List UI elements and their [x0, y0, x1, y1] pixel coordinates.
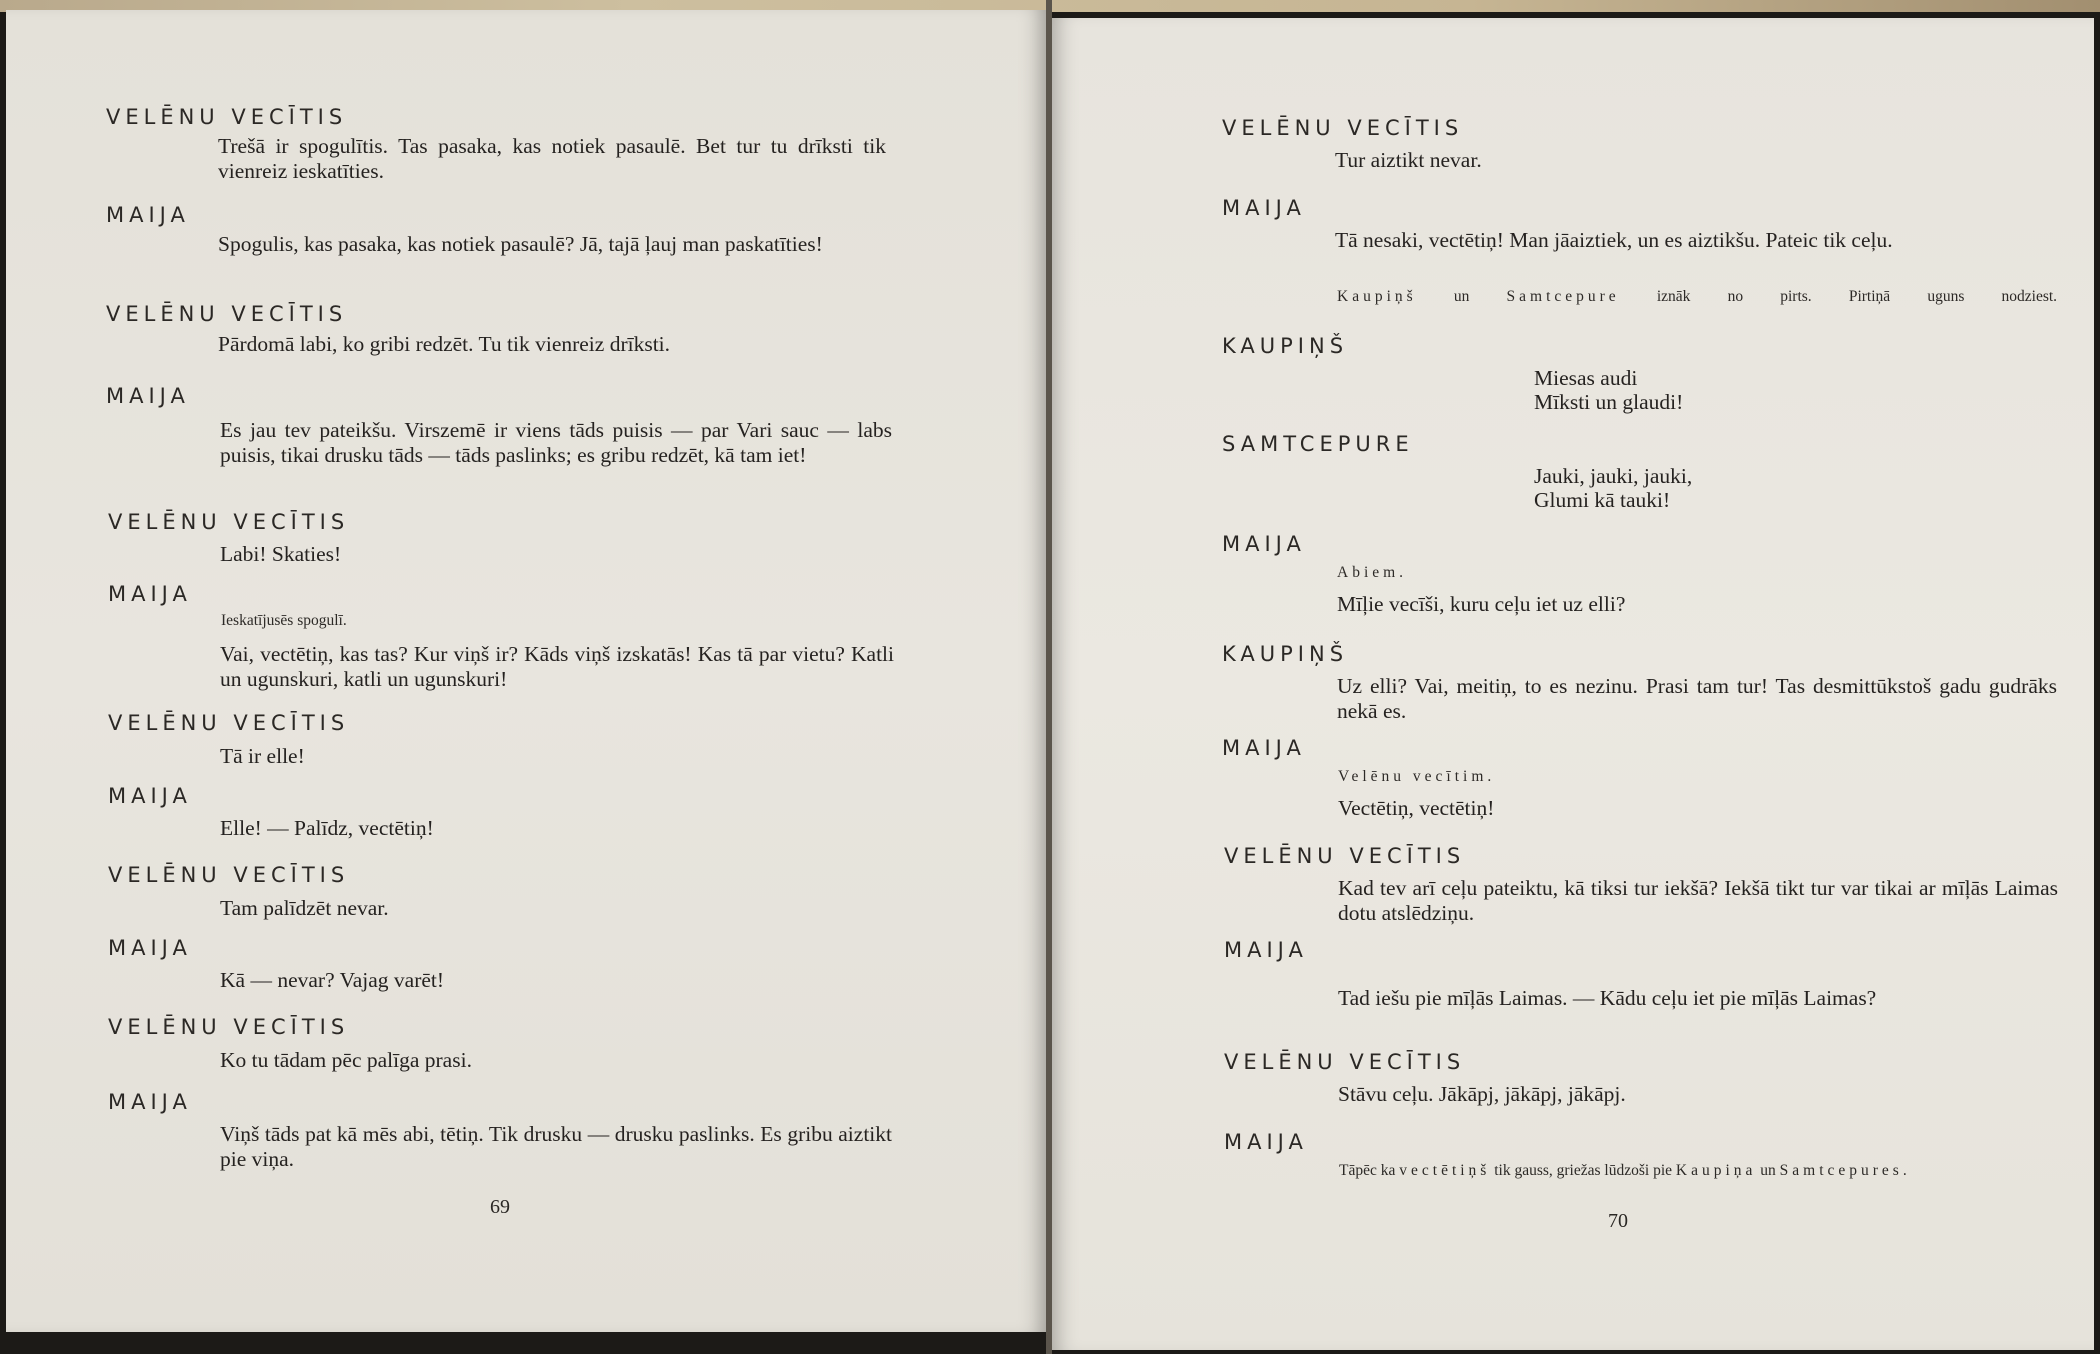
verse-line: Miesas audi: [1534, 366, 1638, 390]
direction-text: Tāpēc ka: [1339, 1162, 1396, 1179]
dialogue-line: Tā ir elle!: [220, 744, 305, 768]
speaker-label: VELĒNU VECĪTIS: [108, 863, 350, 887]
dialogue-line: Vectētiņ, vectētiņ!: [1338, 796, 1495, 820]
speaker-label: MAIJA: [1222, 196, 1306, 220]
speaker-label: MAIJA: [108, 784, 192, 808]
dialogue-line: Pārdomā labi, ko gribi redzēt. Tu tik vienreiz drīksti.: [218, 332, 671, 356]
dialogue-line: Viņš tāds pat kā mēs abi, tētiņ. Tik drusku — drusku paslinks. Es gribu aiztikt pie viņa.: [220, 1122, 892, 1171]
page-number: 70: [1608, 1210, 1628, 1232]
dialogue-line: Tā nesaki, vectētiņ! Man jāaiztiek, un es aiztikšu. Pateic tik ceļu.: [1335, 228, 1893, 252]
speaker-label: VELĒNU VECĪTIS: [108, 711, 350, 735]
speaker-label: MAIJA: [1224, 1130, 1308, 1154]
speaker-label: MAIJA: [1222, 532, 1306, 556]
direction-text: iznāk no pirts. Pirtiņā uguns nodziest.: [1656, 288, 2058, 305]
dialogue-line: Elle! — Palīdz, vectētiņ!: [220, 816, 434, 840]
page-number: 69: [490, 1196, 510, 1218]
speaker-label: VELĒNU VECĪTIS: [108, 510, 350, 534]
speaker-label: MAIJA: [108, 582, 192, 606]
character-name: Samtcepure: [1506, 288, 1620, 305]
speaker-label: MAIJA: [1222, 736, 1306, 760]
speaker-label: VELĒNU VECĪTIS: [108, 1015, 350, 1039]
dialogue-line: Tam palīdzēt nevar.: [220, 896, 389, 920]
dialogue-line: Vai, vectētiņ, kas tas? Kur viņš ir? Kāds viņš izskatās! Kas tā par vietu? Katli un ugunskuri, katli un ugunskuri!: [220, 642, 894, 691]
right-page: [1052, 18, 2094, 1350]
verse-line: Mīksti un glaudi!: [1534, 390, 1684, 414]
speaker-label: VELĒNU VECĪTIS: [106, 302, 348, 326]
dialogue-line: Kā — nevar? Vajag varēt!: [220, 968, 445, 992]
verse-line: Jauki, jauki, jauki,: [1534, 464, 1693, 488]
character-name: vectētiņš: [1399, 1162, 1491, 1179]
character-name: Kaupiņa: [1675, 1162, 1757, 1179]
speaker-label: MAIJA: [106, 384, 190, 408]
dialogue-line: Stāvu ceļu. Jākāpj, jākāpj, jākāpj.: [1338, 1082, 1626, 1106]
dialogue-line: Uz elli? Vai, meitiņ, to es nezinu. Prasi tam tur! Tas desmittūkstoš gadu gudrāks nekā es.: [1337, 674, 2057, 723]
direction-text: un: [1760, 1162, 1776, 1179]
speaker-label: MAIJA: [1224, 938, 1308, 962]
stage-direction: [1337, 288, 2057, 306]
speaker-label: MAIJA: [108, 936, 192, 960]
stage-direction: Abiem.: [1337, 564, 1408, 581]
speaker-label: VELĒNU VECĪTIS: [1222, 116, 1464, 140]
dialogue-line: Tur aiztikt nevar.: [1335, 148, 1482, 172]
character-name: Kaupiņš: [1337, 288, 1417, 305]
dialogue-line: Trešā ir spogulītis. Tas pasaka, kas notiek pasaulē. Bet tur tu drīksti tik vienreiz ieskatīties.: [218, 134, 886, 183]
dialogue-line: Ko tu tādam pēc palīga prasi.: [220, 1048, 472, 1072]
speaker-label: VELĒNU VECĪTIS: [106, 105, 348, 129]
stage-direction: [1339, 1162, 2055, 1180]
dialogue-line: Kad tev arī ceļu pateiktu, kā tiksi tur iekšā? Iekšā tikt tur var tikai ar mīļās Laimas dotu atslēdziņu.: [1338, 876, 2058, 925]
stage-direction: Velēnu vecītim.: [1338, 768, 1496, 785]
speaker-label: MAIJA: [108, 1090, 192, 1114]
character-name: Samtcepures.: [1779, 1162, 1911, 1179]
dialogue-line: Spogulis, kas pasaka, kas notiek pasaulē? Jā, tajā ļauj man paskatīties!: [218, 232, 823, 256]
verse-line: Glumi kā tauki!: [1534, 488, 1671, 512]
dialogue-line: Mīļie vecīši, kuru ceļu iet uz elli?: [1337, 592, 1626, 616]
speaker-label: VELĒNU VECĪTIS: [1224, 1050, 1466, 1074]
dialogue-line: Labi! Skaties!: [220, 542, 342, 566]
dialogue-line: Es jau tev pateikšu. Virszemē ir viens tāds puisis — par Vari sauc — labs puisis, tikai drusku tāds — tāds paslinks; es gribu redzēt, kā tam iet!: [220, 418, 892, 467]
left-page: [6, 10, 1046, 1332]
speaker-label: SAMTCEPURE: [1222, 432, 1414, 456]
speaker-label: KAUPIŅŠ: [1222, 642, 1349, 666]
speaker-label: KAUPIŅŠ: [1222, 334, 1349, 358]
direction-text: un: [1453, 288, 1470, 305]
dialogue-line: Tad iešu pie mīļās Laimas. — Kādu ceļu iet pie mīļās Laimas?: [1338, 986, 1877, 1010]
speaker-label: VELĒNU VECĪTIS: [1224, 844, 1466, 868]
stage-direction: Ieskatījusēs spogulī.: [221, 612, 347, 629]
speaker-label: MAIJA: [106, 203, 190, 227]
direction-text: tik gauss, griežas lūdzoši pie: [1494, 1162, 1672, 1179]
